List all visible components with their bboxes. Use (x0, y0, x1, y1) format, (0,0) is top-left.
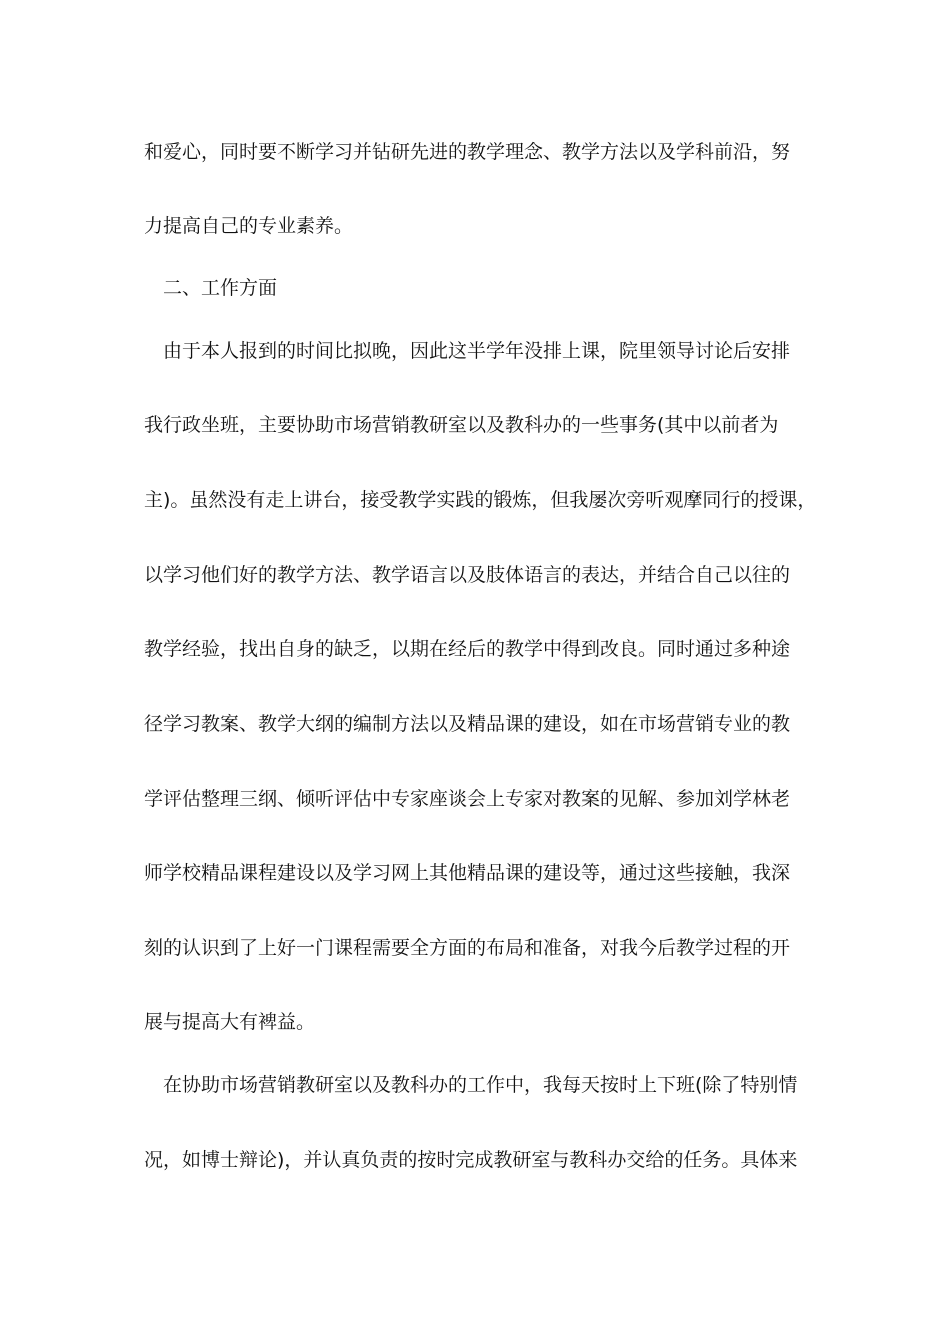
text-line-7: 以学习他们好的教学方法、教学语言以及肢体语言的表达，并结合自己以往的 (144, 564, 791, 586)
text-line-15: 况，如博士辩论)，并认真负责的按时完成教研室与教科办交给的任务。具体来 (144, 1149, 798, 1171)
text-line-2: 力提高自己的专业素养。 (144, 215, 354, 237)
text-line-4: 由于本人报到的时间比拟晚，因此这半学年没排上课，院里领导讨论后安排 (163, 340, 791, 362)
section-heading: 二、工作方面 (163, 277, 278, 299)
text-line-9: 径学习教案、教学大纲的编制方法以及精品课的建设，如在市场营销专业的教 (144, 713, 791, 735)
text-line-6: 主)。虽然没有走上讲台，接受教学实践的锻炼，但我屡次旁听观摩同行的授课， (144, 489, 817, 511)
text-line-11: 师学校精品课程建设以及学习网上其他精品课的建设等，通过这些接触，我深 (144, 862, 791, 884)
text-line-5: 我行政坐班，主要协助市场营销教研室以及教科办的一些事务(其中以前者为 (144, 414, 779, 436)
text-line-12: 刻的认识到了上好一门课程需要全方面的布局和准备，对我今后教学过程的开 (144, 937, 791, 959)
text-line-14: 在协助市场营销教研室以及教科办的工作中，我每天按时上下班(除了特别情 (163, 1074, 798, 1096)
text-line-10: 学评估整理三纲、倾听评估中专家座谈会上专家对教案的见解、参加刘学林老 (144, 788, 791, 810)
text-line-13: 展与提高大有裨益。 (144, 1011, 316, 1033)
text-line-1: 和爱心，同时要不断学习并钻研先进的教学理念、教学方法以及学科前沿，努 (144, 141, 791, 163)
text-line-8: 教学经验，找出自身的缺乏，以期在经后的教学中得到改良。同时通过多种途 (144, 638, 791, 660)
